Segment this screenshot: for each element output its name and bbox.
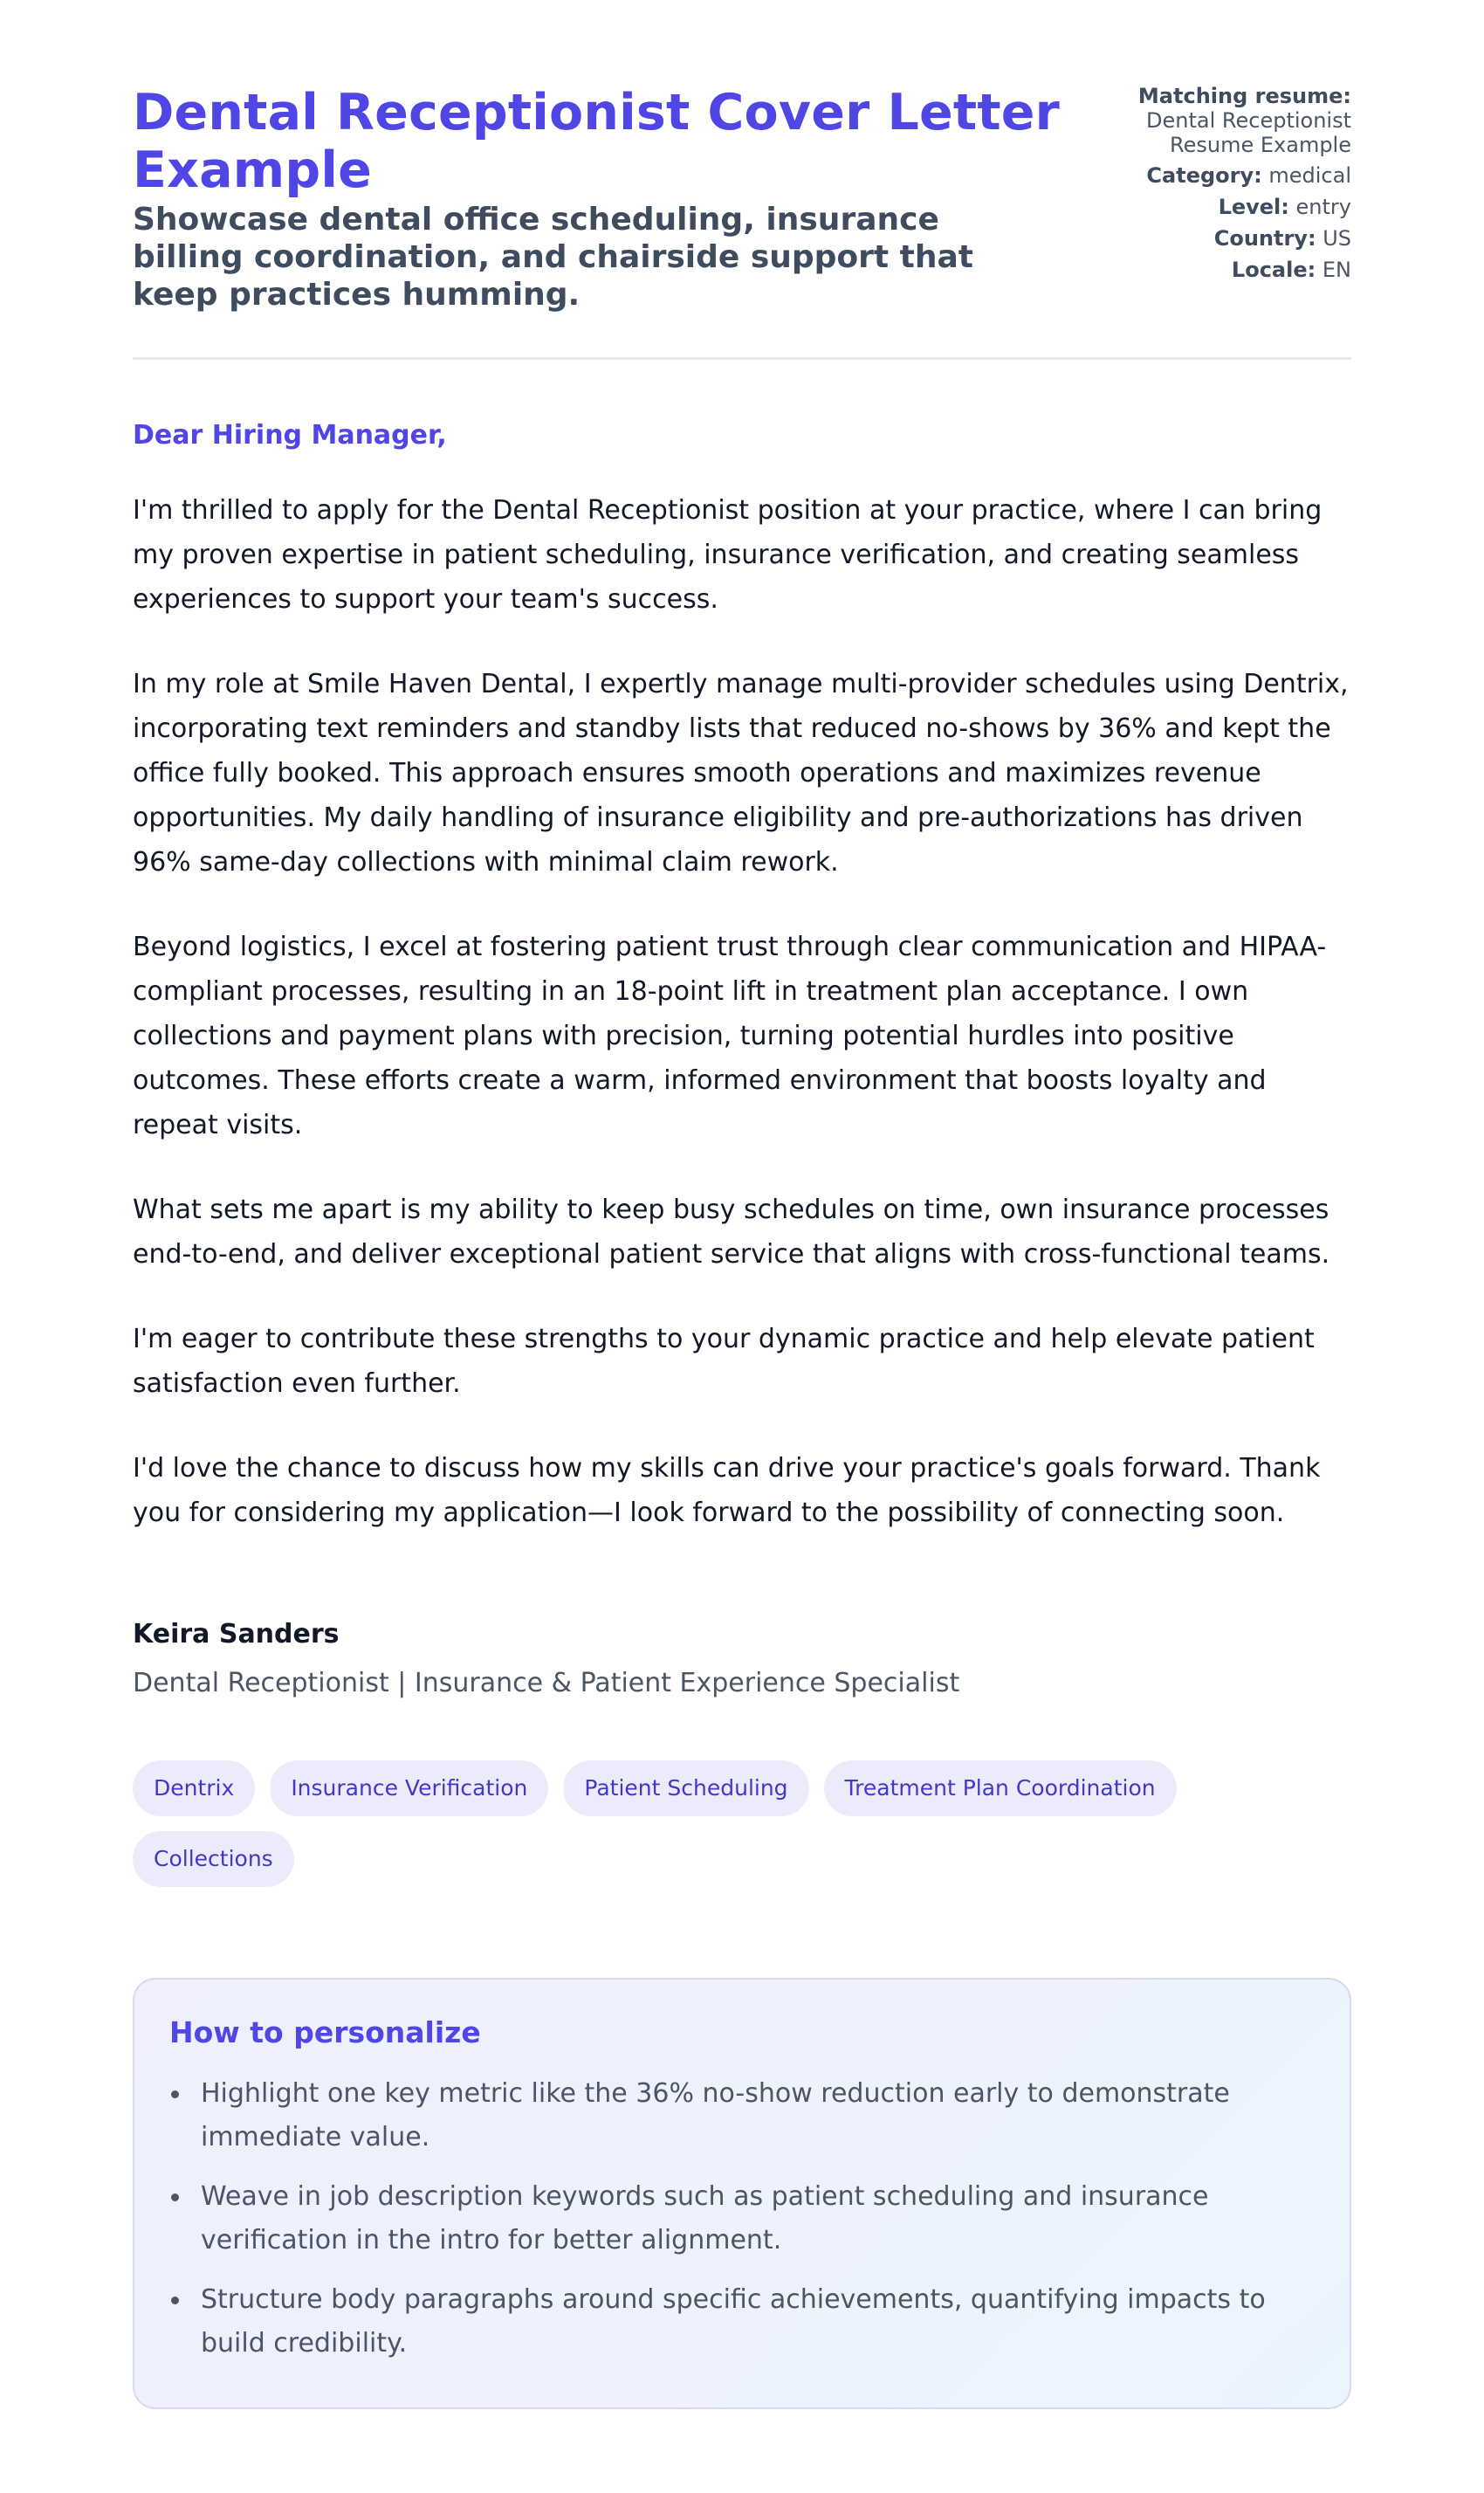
letter-paragraph: Beyond logistics, I excel at fostering patient trust through clear communication and HIPAA-compliant processes, resulting in an 18-point lift in treatment plan acceptance. I own collections and payment plans with precision, turning potential hurdles into positive outcomes. These efforts create a warm, informed environment that boosts loyalty and repeat visits. xyxy=(133,932,1327,1140)
page-header xyxy=(133,84,1351,360)
meta-level xyxy=(1124,195,1351,220)
skill-chip: Dentrix xyxy=(133,1760,255,1816)
tip-text: Structure body paragraphs around specific achievements, quantifying impacts to build credibility. xyxy=(201,2284,1266,2359)
tip-text: Highlight one key metric like the 36% no-show reduction early to demonstrate immediate value. xyxy=(201,2078,1230,2152)
skill-chip: Collections xyxy=(133,1831,294,1887)
meta-value: EN xyxy=(1322,258,1351,282)
meta-label: Locale: xyxy=(1231,258,1316,282)
personalize-title: How to personalize xyxy=(169,2015,481,2049)
page-subtitle: Showcase dental office scheduling, insurance billing coordination, and chairside support that keep practices humming. xyxy=(133,202,973,313)
tip-text: Weave in job description keywords such as patient scheduling and insurance verification in the intro for better alignment. xyxy=(201,2181,1209,2255)
letter-paragraph: I'd love the chance to discuss how my skills can drive your practice's goals forward. Thank you for considering my application—I look forward to the possibility of connecting soon. xyxy=(133,1453,1321,1528)
letter-body xyxy=(133,418,1351,1701)
bullet-icon xyxy=(171,2297,179,2304)
meta-label: Category: xyxy=(1146,163,1262,188)
letter-paragraph: What sets me apart is my ability to keep busy schedules on time, own insurance processes end-to-end, and deliver exceptional patient service that aligns with cross-functional teams. xyxy=(133,1195,1330,1270)
bullet-icon xyxy=(171,2193,179,2201)
meta-category xyxy=(1124,163,1351,189)
meta-info xyxy=(1124,84,1351,289)
meta-label: Level: xyxy=(1218,195,1289,219)
meta-label: Country: xyxy=(1213,226,1316,251)
letter-paragraph: I'm eager to contribute these strengths to your dynamic practice and help elevate patient satisfaction even further. xyxy=(133,1324,1315,1399)
personalize-tips xyxy=(169,2072,1315,2366)
header-titles xyxy=(133,84,1075,313)
meta-value: medical xyxy=(1268,163,1351,188)
bullet-icon xyxy=(171,2090,179,2098)
skill-chip: Patient Scheduling xyxy=(563,1760,808,1816)
meta-label: Matching resume: xyxy=(1137,84,1351,108)
skill-chips xyxy=(133,1760,1351,1887)
meta-matching-resume xyxy=(1124,84,1351,157)
letter-paragraph: I'm thrilled to apply for the Dental Receptionist position at your practice, where I can bring my proven expertise in patient scheduling, insurance verification, and creating seamless experiences to support your team's success. xyxy=(133,495,1323,615)
tip-item xyxy=(169,2278,1315,2366)
letter-greeting: Dear Hiring Manager, xyxy=(133,420,447,451)
letter-paragraph: In my role at Smile Haven Dental, I expertly manage multi-provider schedules using Dentrix, incorporating text reminders and standby lists that reduced no-shows by 36% and kept the office fully booked. This approach ensures smooth operations and maximizes revenue opportunities. My daily handling of insurance eligibility and pre-authorizations has driven 96% same-day collections with minimal claim rework. xyxy=(133,669,1349,878)
matching-resume-link[interactable]: Dental Receptionist Resume Example xyxy=(1146,108,1351,157)
meta-value: US xyxy=(1323,226,1351,251)
tip-item xyxy=(169,2072,1315,2159)
signature-title: Dental Receptionist | Insurance & Patient Experience Specialist xyxy=(133,1668,960,1698)
page-title: Dental Receptionist Cover Letter Example xyxy=(133,84,1060,199)
skill-chip: Treatment Plan Coordination xyxy=(824,1760,1177,1816)
meta-country xyxy=(1124,226,1351,251)
signature-name: Keira Sanders xyxy=(133,1619,340,1649)
personalize-card xyxy=(133,1978,1351,2409)
tip-item xyxy=(169,2175,1315,2262)
cover-letter-page xyxy=(133,0,1351,2493)
meta-value: entry xyxy=(1295,195,1351,219)
skill-chip: Insurance Verification xyxy=(270,1760,548,1816)
meta-locale xyxy=(1124,258,1351,283)
